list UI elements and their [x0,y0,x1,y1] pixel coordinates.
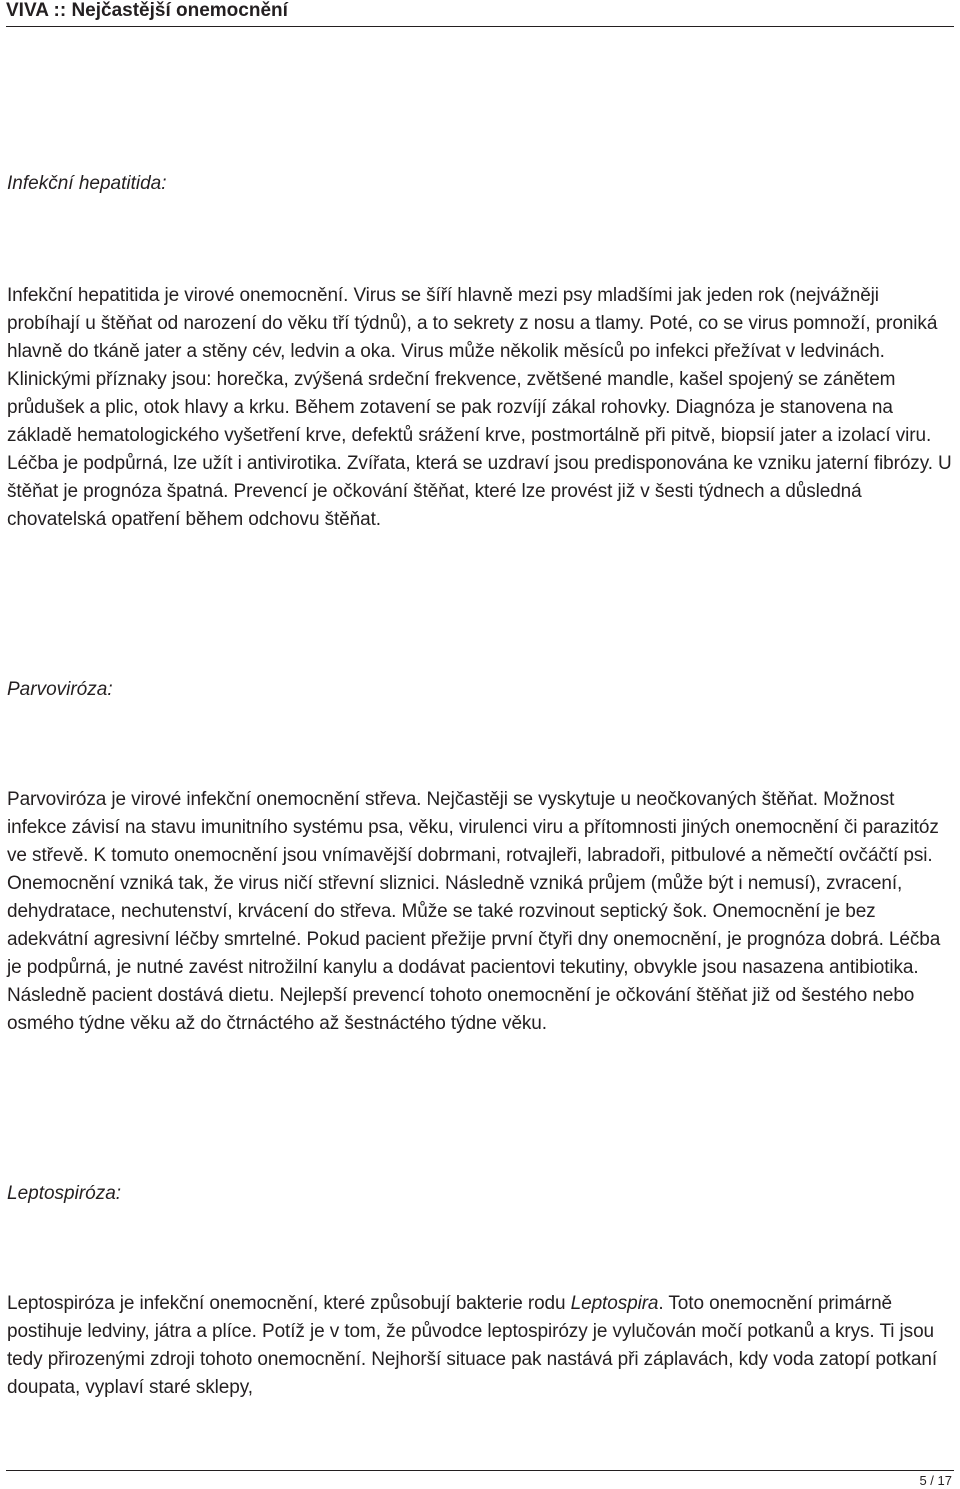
page-number: 5 / 17 [919,1473,952,1488]
heading-infekcni-hepatitida: Infekční hepatitida: [7,173,167,194]
heading-parvoviroza: Parvoviróza: [7,679,113,700]
page-footer [6,1470,954,1488]
genus-name: Leptospira [570,1293,659,1314]
paragraph-infekcni-hepatitida: Infekční hepatitida je virové onemocnění. Virus se šíří hlavně mezi psy mladšími jak jeden rok (nejvážněji probíhají u štěňat od narození do věku tří týdnů), a to sekrety z nosu a tlamy. Poté, co se virus pomnoží, proniká hlavně do tkáně jater a stěny cév, ledvin a oka. Virus může několik měsíců po infekci přežívat v ledvinách. Klinickými příznaky jsou: horečka, zvýšená srdeční frekvence, zvětšené mandle, kašel spojený se zánětem průdušek a plic, otok hlavy a krku. Během zotavení se pak rozvíjí zákal rohovky. Diagnóza je stanovena na základě hematologického vyšetření krve, defektů srážení krve, postmortálně při pitvě, biopsií jater a izolací viru. Léčba je podpůrná, lze užít i antivirotika. Zvířata, která se uzdraví jsou predisponována ke vzniku jaterní fibrózy. U štěňat je prognóza špatná. Prevencí je očkování štěňat, které lze provést již v šesti týdnech a důsledná chovatelská opatření během odchovu štěňat. [7,285,952,530]
paragraph-leptospiroza [7,1290,955,1402]
page-header [6,0,954,27]
paragraph-text: Leptospiróza je infekční onemocnění, které způsobují bakterie rodu [7,1293,571,1314]
paragraph-text: . Toto onemocnění primárně postihuje ledviny, játra a plíce. Potíž je v tom, že původce leptospirózy je vylučován močí potkanů a krys. Ti jsou tedy přirozenými zdroji tohoto onemocnění. Nejhorší situace pak nastává při záplavách, kdy voda zatopí potkaní doupata, vyplaví staré sklepy, [7,1293,938,1398]
document-title: VIVA :: Nejčastější onemocnění [6,0,288,21]
paragraph-parvoviroza: Parvoviróza je virové infekční onemocnění střeva. Nejčastěji se vyskytuje u neočkovaných štěňat. Možnost infekce závisí na stavu imunitního systému psa, věku, virulenci viru a přítomnosti jiných onemocnění či parazitóz ve střevě. K tomuto onemocnění jsou vnímavější dobrmani, rotvajleři, labradoři, pitbulové a němečtí ovčáčtí psi. Onemocnění vzniká tak, že virus ničí střevní sliznici. Následně vzniká průjem (může být i nemusí), zvracení, dehydratace, nechutenství, krvácení do střeva. Může se také rozvinout septický šok. Onemocnění je bez adekvátní agresivní léčby smrtelné. Pokud pacient přežije první čtyři dny onemocnění, je prognóza dobrá. Léčba je podpůrná, je nutné zavést nitrožilní kanylu a dodávat pacientovi tekutiny, obvykle jsou nasazena antibiotika. Následně pacient dostává dietu. Nejlepší prevencí tohoto onemocnění je očkování štěňat již od šestého nebo osmého týdne věku až do čtrnáctého až šestnáctého týdne věku. [7,789,941,1034]
heading-leptospiroza: Leptospiróza: [7,1183,122,1204]
